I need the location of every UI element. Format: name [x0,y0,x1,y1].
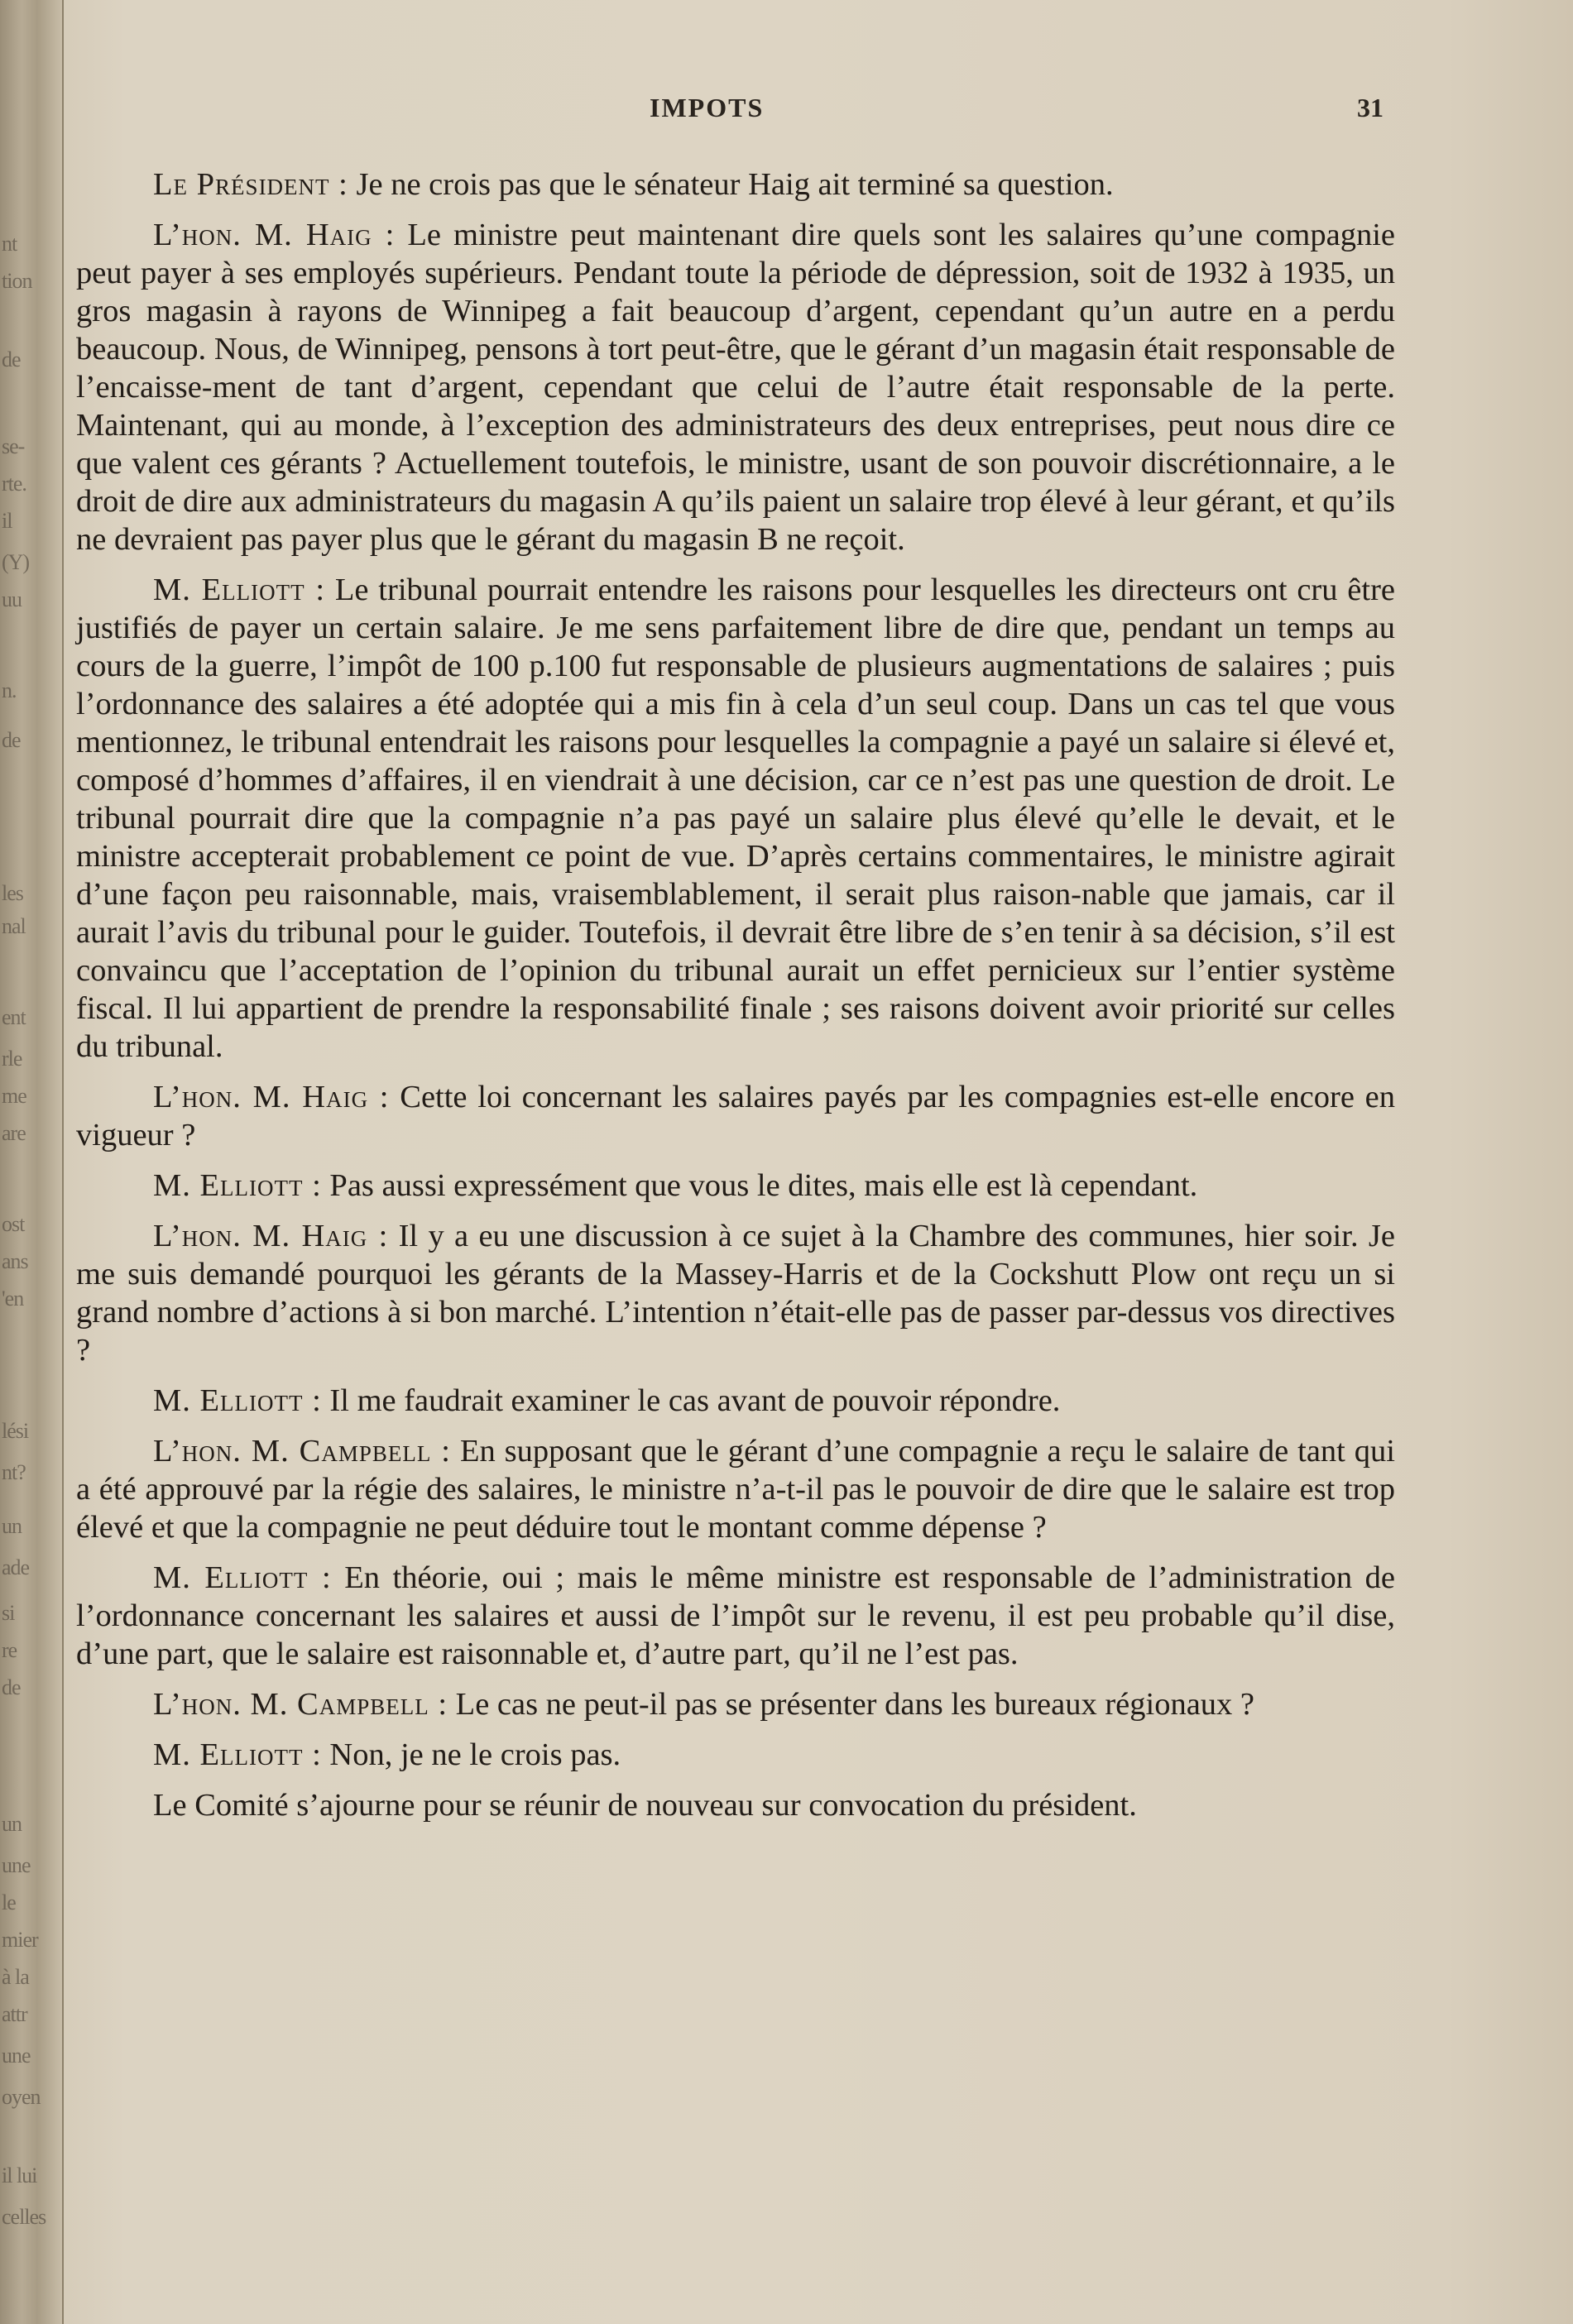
margin-fragment: les [2,881,23,905]
paragraph [76,165,1395,204]
paragraph [76,1736,1395,1774]
margin-fragment: le [2,1890,16,1914]
margin-fragment: mier [2,1928,38,1952]
speaker-name: M. Elliott : [153,1383,322,1418]
paragraph-text: Il y a eu une discussion à ce sujet à la Chambre des communes, hier soir. Je me suis demandé pourquoi les gérants de la Massey-Harris et de la Cockshutt Plow ont reçu un si grand nombre d’actions à si bon marché. L’intention n’était-elle pas de passer par-dessus vos directives ? [76,1219,1395,1368]
margin-fragment: (Y) [2,550,30,574]
paragraph [76,1078,1395,1154]
margin-fragment: re [2,1638,17,1662]
margin-fragment: ost [2,1212,25,1236]
margin-fragment: une [2,2044,31,2068]
speaker-name: M. Elliott : [153,573,326,607]
paragraph-text: Non, je ne le crois pas. [321,1737,621,1772]
paragraph [76,1432,1395,1546]
speaker-name: L’hon. M. Campbell : [153,1434,452,1469]
margin-fragment: si [2,1601,15,1625]
margin-fragment: attr [2,2002,27,2026]
binding-spine [0,0,64,2324]
margin-fragment: il [2,509,12,533]
speaker-name: M. Elliott : [153,1168,322,1203]
paragraph-text: En supposant que le gérant d’une compagnie a reçu le salaire de tant qui a été approuvé par la régie des salaires, le ministre n’a-t-il pas le pouvoir de dire que le salaire est trop élevé et que la compagnie ne peut déduire tout le montant comme dépense ? [76,1434,1396,1545]
margin-fragment: lési [2,1419,29,1443]
paragraph [76,1167,1395,1205]
margin-fragment: un [2,1812,22,1836]
margin-fragment: nt [2,232,17,256]
margin-fragment: ent [2,1005,26,1029]
paragraph [76,216,1395,558]
paragraph-text: Pas aussi expressément que vous le dites, mais elle est là cependant. [321,1168,1198,1203]
margin-fragment: se- [2,434,25,458]
margin-fragment: celles [2,2205,46,2229]
margin-fragment: oyen [2,2085,41,2109]
closing-paragraph [76,1786,1395,1824]
paragraph-text: Il me faudrait examiner le cas avant de pouvoir répondre. [321,1383,1061,1418]
margin-fragment: nal [2,914,26,938]
margin-fragment: rle [2,1047,22,1071]
page-number: 31 [1357,93,1384,122]
transcript-body [76,165,1395,1837]
margin-fragment: uu [2,587,22,611]
paragraph-text: Le ministre peut maintenant dire quels sont les salaires qu’une compagnie peut payer à ses employés supérieurs. Pendant toute la période de dépression, soit de 1932 à 1935, un gros magasin à rayons de Winnipeg a fait beaucoup d’argent, cependant qu’un autre en a perdu beaucoup. Nous, de Winnipeg, pensons à tort peut-être, que le gérant d’un magasin était responsable de l’encaisse-ment de tant d’argent, cependant que celui de l’autre était responsable de la perte. Maintenant, qui au monde, à l’exception des administrateurs des deux entreprises, peut nous dire ce que valent ces gérants ? Actuellement toutefois, le ministre, usant de son pouvoir discrétionnaire, a le droit de dire aux administrateurs du magasin A qu’ils paient un salaire trop élevé à leur gérant, et qu’ils ne devraient pas payer plus que le gérant du magasin B ne reçoit. [76,218,1395,557]
margin-fragment: n. [2,678,17,702]
margin-fragment: me [2,1084,26,1108]
paragraph [76,571,1395,1066]
margin-fragment: de [2,728,21,752]
speaker-name: L’hon. M. Haig : [153,1080,390,1114]
margin-fragment: à la [2,1965,29,1989]
paragraph-text: Le Comité s’ajourne pour se réunir de nouveau sur convocation du président. [153,1788,1137,1823]
margin-fragment: un [2,1514,22,1538]
margin-fragment: 'en [2,1287,24,1311]
page-header [0,93,1573,126]
paragraph-text: Cette loi concernant les salaires payés par les compagnies est-elle encore en vigueur ? [76,1080,1395,1152]
speaker-name: M. Elliott : [153,1737,322,1772]
paragraph [76,1685,1395,1723]
speaker-name: L’hon. M. Haig : [153,1219,389,1253]
paragraph-text: En théorie, oui ; mais le même ministre est responsable de l’administration de l’ordonnance concernant les salaires et aussi de l’impôt sur le revenu, il est peu probable qu’il dise, d’une part, que le salaire est raisonnable et, d’autre part, qu’il ne l’est pas. [76,1560,1395,1671]
running-head: IMPOTS [650,93,765,122]
margin-fragment: il lui [2,2163,37,2187]
margin-fragment: nt? [2,1460,26,1484]
margin-fragment: tion [2,269,32,293]
paragraph-text: Le tribunal pourrait entendre les raisons pour lesquelles les directeurs ont cru être justifiés de payer un certain salaire. Je me sens parfaitement libre de dire que, pendant un temps au cours de la guerre, l’impôt de 100 p.100 fut responsable de plusieurs augmentations de salaires ; puis l’ordonnance des salaires a été adoptée qui a mis fin à cela d’un seul coup. Dans un cas tel que vous mentionnez, le tribunal entendrait les raisons pour lesquelles la compagnie a payé un salaire si élevé et, composé d’hommes d’affaires, il en viendrait à une décision, car ce n’est pas une question de droit. Le tribunal pourrait dire que la compagnie n’a pas payé un salaire plus élevé qu’elle le devait, et le ministre accepterait probablement ce point de vue. D’après certains commentaires, le ministre agirait d’une façon peu raisonnable, mais, vraisemblablement, il serait plus raison-nable que jamais, car il aurait l’avis du tribunal pour le guider. Toutefois, il devrait être libre de s’en tenir à sa décision, s’il est convaincu que l’acceptation de l’opinion du tribunal aurait un effet pernicieux sur l’entier système fiscal. Il lui appartient de prendre la responsabilité finale ; ses raisons doivent avoir priorité sur celles du tribunal. [76,573,1395,1064]
margin-fragment: are [2,1121,26,1145]
paragraph [76,1382,1395,1420]
margin-fragment: ade [2,1555,30,1579]
margin-fragment: une [2,1853,31,1877]
paragraph-text: Le cas ne peut-il pas se présenter dans les bureaux régionaux ? [448,1687,1254,1722]
speaker-name: Le Président : [153,167,348,202]
margin-fragment: ans [2,1249,28,1273]
margin-fragment: de [2,347,21,371]
speaker-name: M. Elliott : [153,1560,332,1595]
speaker-name: L’hon. M. Haig : [153,218,396,252]
speaker-name: L’hon. M. Campbell : [153,1687,448,1722]
paragraph [76,1217,1395,1369]
paragraph [76,1559,1395,1673]
paragraph-text: Je ne crois pas que le sénateur Haig ait terminé sa question. [348,167,1114,202]
margin-fragment: rte. [2,472,26,496]
margin-fragment: de [2,1675,21,1699]
